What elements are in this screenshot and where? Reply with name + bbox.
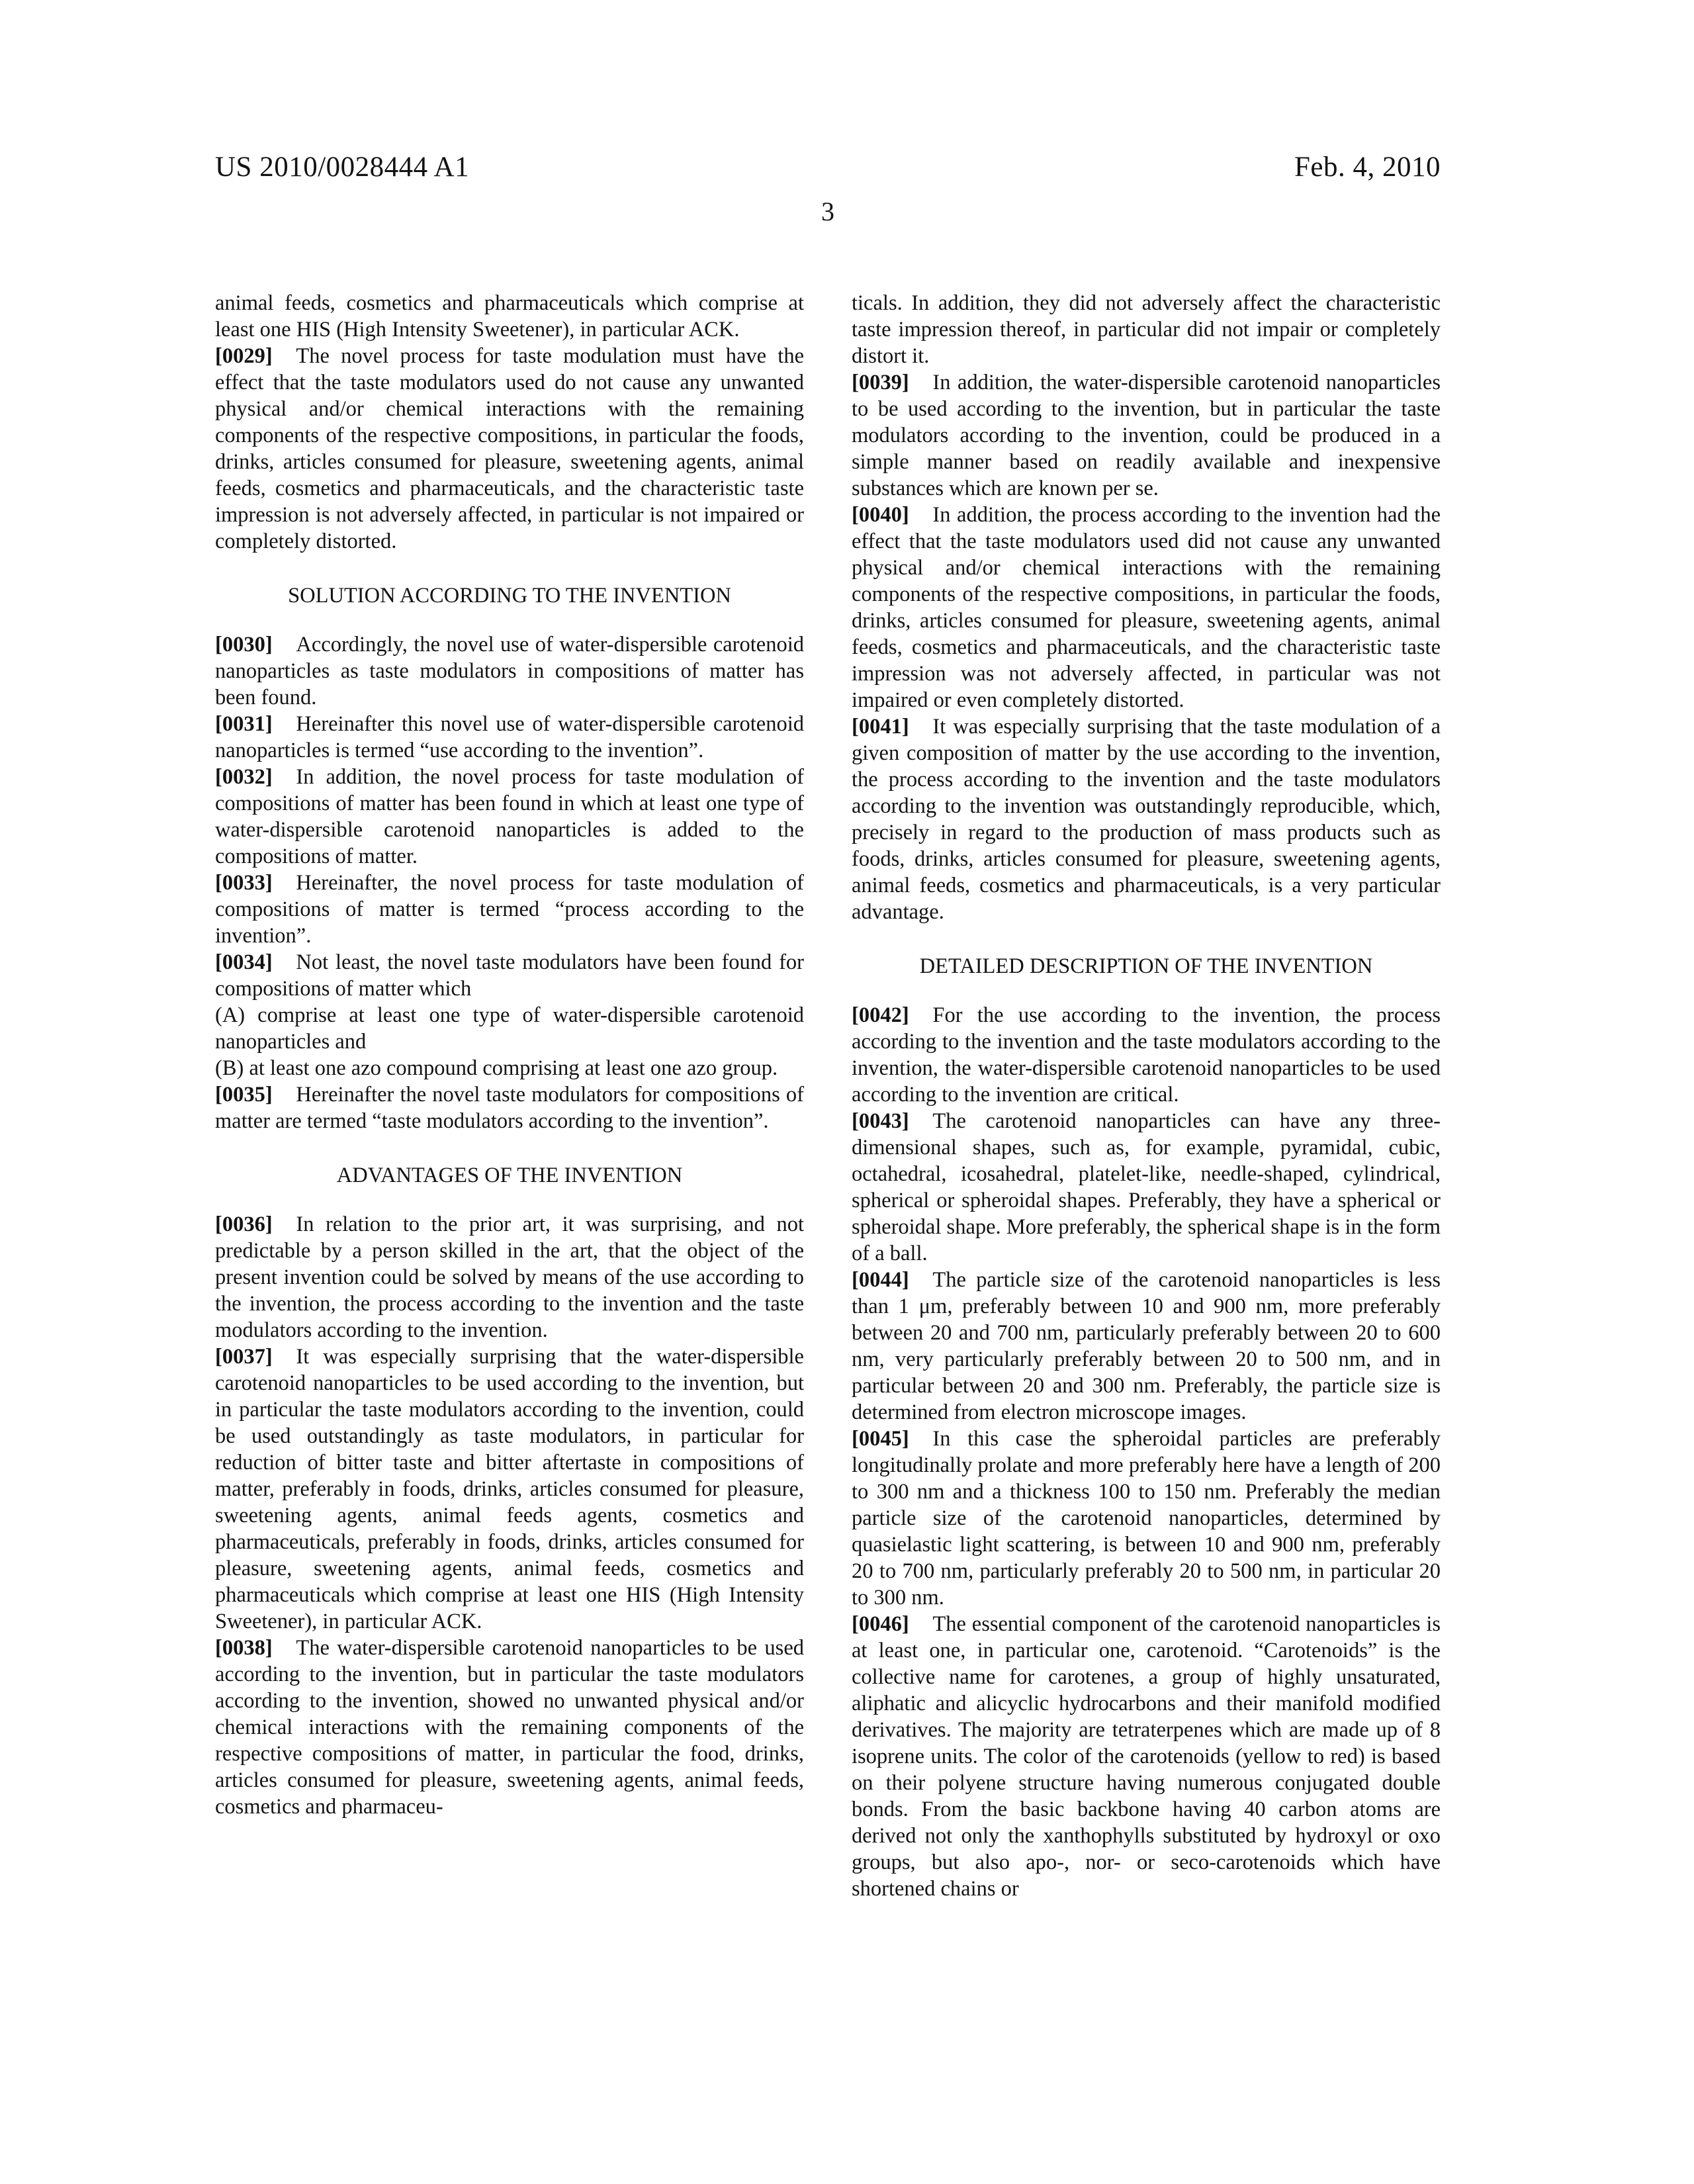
- paragraph-number: [0035]: [215, 1083, 273, 1107]
- section-heading: SOLUTION ACCORDING TO THE INVENTION: [288, 584, 731, 608]
- paragraph-number: [0042]: [852, 1003, 909, 1027]
- paragraph-number: [0046]: [852, 1612, 909, 1636]
- paragraph-number: [0040]: [852, 503, 909, 527]
- paragraph: (A) comprise at least one type of water-dispersible carotenoid nanoparticles and: [215, 1003, 804, 1054]
- paragraph: [0035] Hereinafter the novel taste modulators for compositions of matter are termed “taste modulators according to the invention”.: [215, 1083, 804, 1133]
- paragraph: [0040] In addition, the process according to the invention had the effect that the taste modulators used did not cause any unwanted physical and/or chemical interactions with the remaining components of the respective compositions, in particular the foods, drinks, articles consumed for pleasure, sweetening agents, animal feeds, cosmetics and pharmaceuticals, and the characteristic taste impression was not adversely affected, in particular was not impaired or even completely distorted.: [852, 503, 1441, 712]
- paragraph-number: [0043]: [852, 1109, 909, 1133]
- paragraph: [0041] It was especially surprising that the taste modulation of a given composition of matter by the use according to the invention, the process according to the invention and the taste modulators according to the invention was outstandingly reproducible, which, precisely in regard to the production of mass products such as foods, drinks, articles consumed for pleasure, sweetening agents, animal feeds, cosmetics and pharmaceuticals, is a very particular advantage.: [852, 715, 1441, 924]
- paragraph: [0042] For the use according to the invention, the process according to the invention and the taste modulators according to the invention, the water-dispersible carotenoid nanoparticles to be used according to the invention are critical.: [852, 1003, 1441, 1107]
- paragraph: [0043] The carotenoid nanoparticles can have any three-dimensional shapes, such as, for example, pyramidal, cubic, octahedral, icosahedral, platelet-like, needle-shaped, cylindrical, spherical or spheroidal shapes. Preferably, they have a spherical or spheroidal shape. More preferably, the spherical shape is in the form of a ball.: [852, 1109, 1441, 1265]
- paragraph: [0045] In this case the spheroidal particles are preferably longitudinally prolate and more preferably here have a length of 200 to 300 nm and a thickness 100 to 150 nm. Preferably the median particle size of the carotenoid nanoparticles, determined by quasielastic light scattering, is between 10 and 900 nm, preferably 20 to 700 nm, particularly preferably 20 to 500 nm, in particular 20 to 300 nm.: [852, 1427, 1441, 1610]
- left-column: [215, 290, 804, 1902]
- paragraph-number: [0037]: [215, 1345, 273, 1369]
- paragraph-number: [0039]: [852, 371, 909, 394]
- paragraph-number: [0041]: [852, 715, 909, 739]
- paragraph-number: [0032]: [215, 765, 273, 789]
- paragraph: [0032] In addition, the novel process for taste modulation of compositions of matter has been found in which at least one type of water-dispersible carotenoid nanoparticles is added to the compositions of matter.: [215, 765, 804, 868]
- paragraph: [0036] In relation to the prior art, it was surprising, and not predictable by a person skilled in the art, that the object of the present invention could be solved by means of the use according to the invention, the process according to the invention and the taste modulators according to the invention.: [215, 1212, 804, 1342]
- paragraph: [0031] Hereinafter this novel use of water-dispersible carotenoid nanoparticles is termed “use according to the invention”.: [215, 712, 804, 762]
- paragraph-number: [0036]: [215, 1212, 273, 1236]
- right-column: [852, 290, 1441, 1902]
- paragraph: (B) at least one azo compound comprising at least one azo group.: [215, 1056, 778, 1080]
- paragraph-number: [0029]: [215, 344, 273, 368]
- page-number: 3: [821, 197, 834, 226]
- paragraph: [0044] The particle size of the carotenoid nanoparticles is less than 1 μm, preferably between 10 and 900 nm, more preferably between 20 and 700 nm, particularly preferably between 20 to 600 nm, very particularly preferably between 20 to 500 nm, and in particular between 20 and 300 nm. Preferably, the particle size is determined from electron microscope images.: [852, 1268, 1441, 1424]
- paragraph: ticals. In addition, they did not adversely affect the characteristic taste impression thereof, in particular did not impair or completely distort it.: [852, 291, 1441, 368]
- section-heading: DETAILED DESCRIPTION OF THE INVENTION: [919, 954, 1373, 978]
- paragraph-number: [0031]: [215, 712, 273, 736]
- paragraph: animal feeds, cosmetics and pharmaceuticals which comprise at least one HIS (High Intensity Sweetener), in particular ACK.: [215, 291, 804, 341]
- paragraph: [0039] In addition, the water-dispersible carotenoid nanoparticles to be used according to the invention, but in particular the taste modulators according to the invention, could be produced in a simple manner based on readily available and inexpensive substances which are known per se.: [852, 371, 1441, 500]
- section-heading: ADVANTAGES OF THE INVENTION: [336, 1163, 683, 1187]
- paragraph-number: [0034]: [215, 950, 273, 974]
- paragraph: [0034] Not least, the novel taste modulators have been found for compositions of matter which: [215, 950, 804, 1001]
- paragraph-number: [0045]: [852, 1427, 909, 1451]
- paragraph: [0029] The novel process for taste modulation must have the effect that the taste modulators used do not cause any unwanted physical and/or chemical interactions with the remaining components of the respective compositions, in particular the foods, drinks, articles consumed for pleasure, sweetening agents, animal feeds, cosmetics and pharmaceuticals, and the characteristic taste impression is not adversely affected, in particular is not impaired or completely distorted.: [215, 344, 804, 553]
- paragraph-number: [0033]: [215, 871, 273, 895]
- paragraph-number: [0038]: [215, 1636, 273, 1660]
- paragraph-number: [0044]: [852, 1268, 909, 1292]
- paragraph: [0038] The water-dispersible carotenoid nanoparticles to be used according to the invention, but in particular the taste modulators according to the invention, showed no unwanted physical and/or chemical interactions with the remaining components of the respective compositions of matter, in particular the food, drinks, articles consumed for pleasure, sweetening agents, animal feeds, cosmetics and pharmaceu-: [215, 1636, 804, 1819]
- paragraph: [0033] Hereinafter, the novel process for taste modulation of compositions of matter is termed “process according to the invention”.: [215, 871, 804, 948]
- patent-publication-number: US 2010/0028444 A1: [215, 152, 470, 183]
- page-header: [215, 151, 1441, 183]
- paragraph-number: [0030]: [215, 633, 273, 657]
- paragraph: [0037] It was especially surprising that the water-dispersible carotenoid nanoparticles to be used according to the invention, but in particular the taste modulators according to the invention, could be used outstandingly as taste modulators, in particular for reduction of bitter taste and bitter aftertaste in compositions of matter, preferably in foods, drinks, articles consumed for pleasure, sweetening agents, animal feeds agents, cosmetics and pharmaceuticals, preferably in foods, drinks, articles consumed for pleasure, sweetening agents, animal feeds, cosmetics and pharmaceuticals which comprise at least one HIS (High Intensity Sweetener), in particular ACK.: [215, 1345, 804, 1633]
- patent-text: [215, 290, 1441, 1902]
- publication-date: Feb. 4, 2010: [1294, 152, 1441, 183]
- paragraph: [0046] The essential component of the carotenoid nanoparticles is at least one, in particular one, carotenoid. “Carotenoids” is the collective name for carotenes, a group of highly unsaturated, aliphatic and alicyclic hydrocarbons and their manifold modified derivatives. The majority are tetraterpenes which are made up of 8 isoprene units. The color of the carotenoids (yellow to red) is based on their polyene structure having numerous conjugated double bonds. From the basic backbone having 40 carbon atoms are derived not only the xanthophylls substituted by hydroxyl or oxo groups, but also apo-, nor- or seco-carotenoids which have shortened chains or: [852, 1612, 1441, 1901]
- paragraph: [0030] Accordingly, the novel use of water-dispersible carotenoid nanoparticles as taste modulators in compositions of matter has been found.: [215, 633, 804, 709]
